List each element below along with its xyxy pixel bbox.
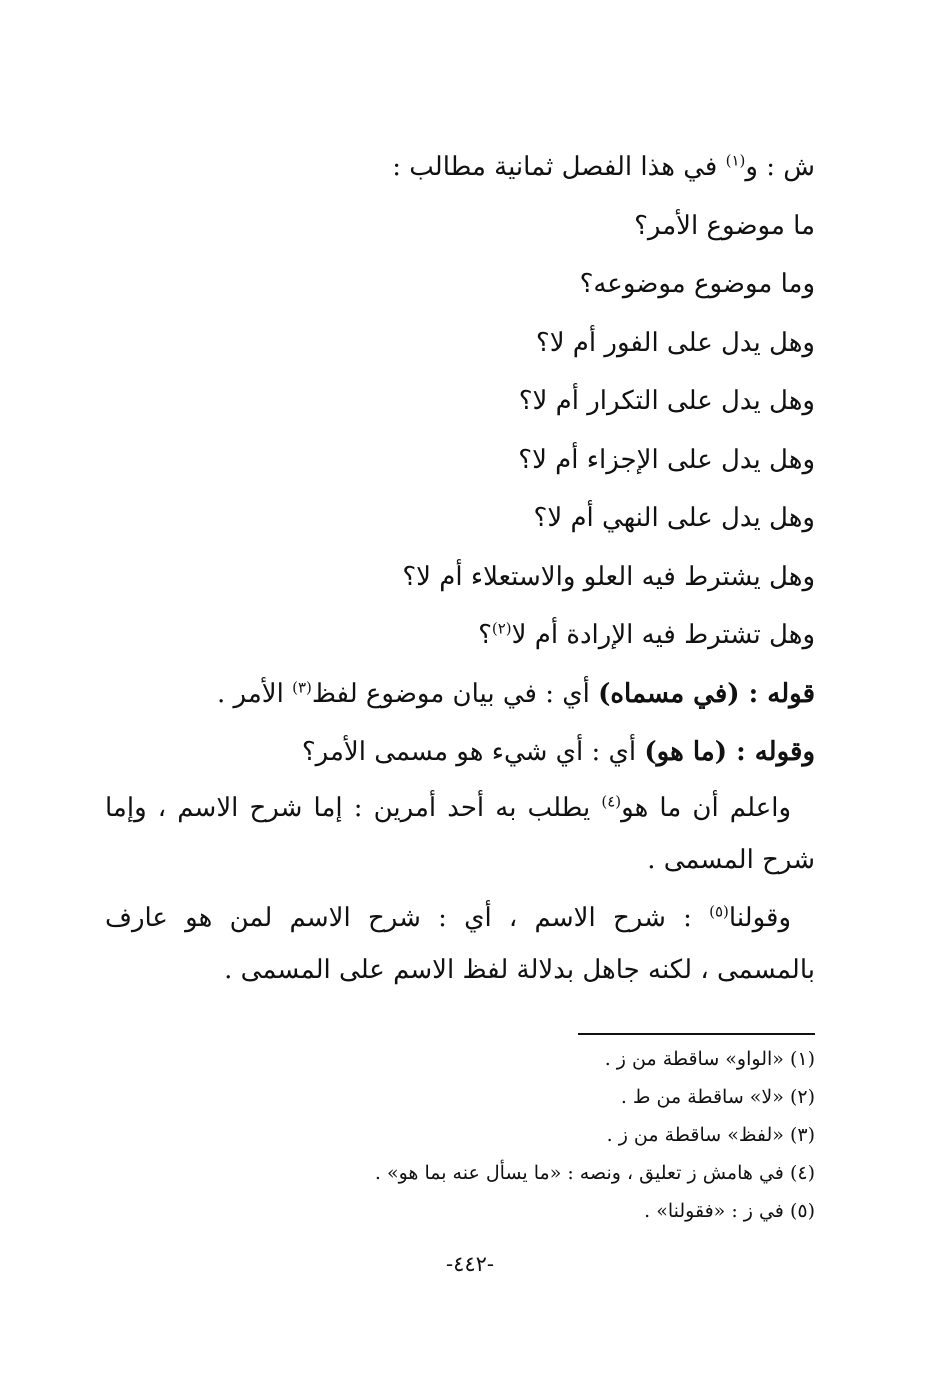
para-text: واعلم أن ما هو [621, 792, 792, 823]
question-line: ما موضوع الأمر؟ [634, 210, 815, 241]
footnote [300, 1154, 815, 1192]
commentary-line [105, 723, 815, 782]
line-text: الأمر . [216, 678, 293, 709]
footnote-number: (١) [789, 1048, 815, 1070]
footnote-text: «لا» ساقطة من ط . [620, 1086, 784, 1108]
line-text: ؟ [478, 620, 492, 650]
quoted-term: وقوله : (ما هو) [644, 737, 815, 767]
line-text: أي : في بيان موضوع لفظ [311, 678, 599, 709]
line-text: في هذا الفصل ثمانية مطالب : [392, 152, 726, 182]
para-text: يطلب به أحد أمرين : إما شرح الاسم ، وإما شرح المسمى . [105, 792, 815, 875]
footnote-ref: (٤) [601, 791, 622, 810]
line-text: أي : أي شيء هو مسمى الأمر؟ [301, 737, 645, 767]
line-text: ش : و [745, 152, 815, 182]
footnote [300, 1040, 815, 1078]
question-line: وهل يدل على الإجزاء أم لا؟ [518, 444, 815, 475]
text-line-intro [105, 138, 815, 197]
commentary-line [105, 665, 815, 724]
footnote [300, 1116, 815, 1154]
footnote-text: في ز : «فقولنا» . [644, 1200, 784, 1222]
footnote-ref: (٥) [709, 901, 729, 920]
paragraph [105, 782, 815, 886]
main-text [105, 138, 815, 996]
page-number: -٤٤٢- [445, 1252, 495, 1276]
para-text: وقولنا [728, 902, 791, 933]
footnote-number: (٥) [789, 1200, 815, 1222]
footnote-number: (٢) [789, 1086, 815, 1108]
question-line: وهل يدل على النهي أم لا؟ [533, 503, 815, 533]
footnote-divider [578, 1033, 815, 1035]
footnote-number: (٤) [789, 1162, 815, 1184]
question-line [105, 606, 815, 665]
question-line: وما موضوع موضوعه؟ [579, 269, 815, 299]
footnote-ref: (٢) [491, 619, 512, 638]
footnote-ref: (١) [725, 151, 746, 170]
footnote [300, 1078, 815, 1116]
line-text: وهل تشترط فيه الإرادة أم لا [511, 620, 815, 650]
footnote-ref: (٣) [292, 677, 312, 696]
paragraph [105, 892, 815, 996]
footnotes [300, 1040, 815, 1230]
footnote-text: «الواو» ساقطة من ز . [604, 1048, 784, 1070]
question-line: وهل يدل على الفور أم لا؟ [535, 327, 815, 358]
footnote-text: في هامش ز تعليق ، ونصه : «ما يسأل عنه بما هو» . [374, 1162, 784, 1184]
question-line: وهل يشترط فيه العلو والاستعلاء أم لا؟ [402, 561, 815, 592]
footnote-number: (٣) [789, 1124, 815, 1146]
footnote [300, 1192, 815, 1230]
footnote-text: «لفظ» ساقطة من ز . [606, 1124, 784, 1146]
para-text: : شرح الاسم ، أي : شرح الاسم لمن هو عارف بالمسمى ، لكنه جاهل بدلالة لفظ الاسم على المسمى . [105, 902, 815, 985]
question-line: وهل يدل على التكرار أم لا؟ [518, 386, 815, 416]
quoted-term: قوله : (في مسماه) [598, 678, 815, 709]
